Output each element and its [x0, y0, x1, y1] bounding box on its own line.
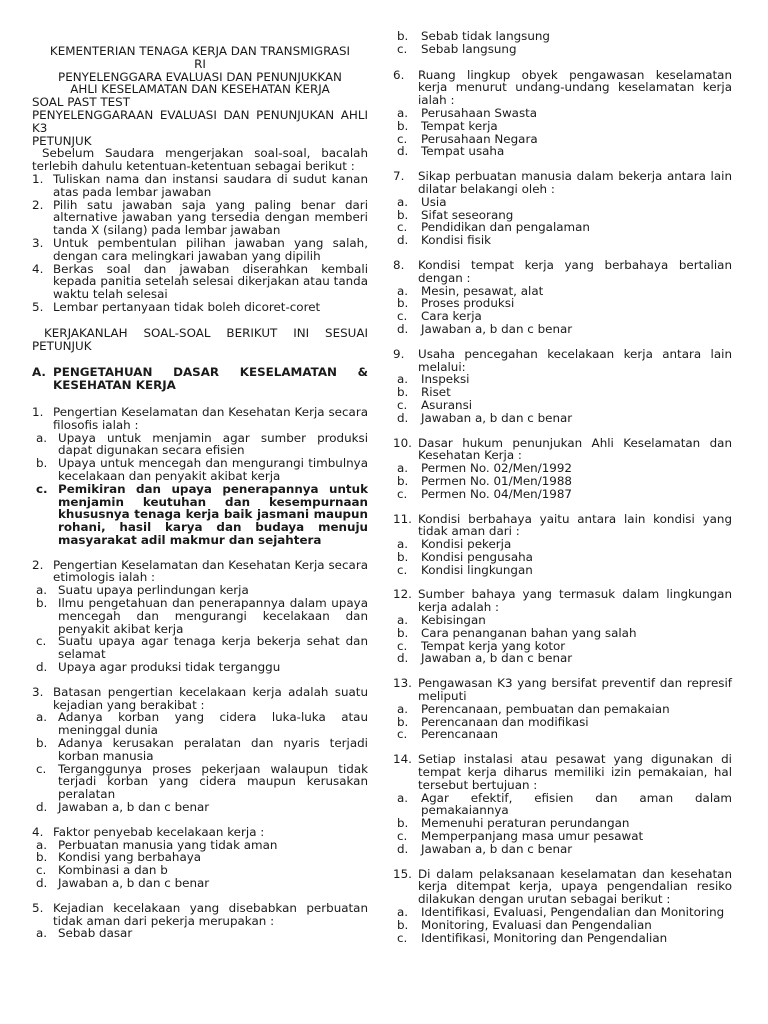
- option-letter: d.: [397, 651, 409, 666]
- option-letter: c.: [397, 930, 408, 945]
- option-text: Kombinasi a dan b: [58, 863, 168, 878]
- option-letter: b.: [397, 917, 409, 932]
- option-letter: b.: [397, 385, 409, 400]
- answer-option: [32, 801, 368, 814]
- answer-option: [32, 877, 368, 890]
- option-letter: d.: [36, 660, 48, 675]
- answer-option: [32, 661, 368, 674]
- option-text: Jawaban a, b dan c benar: [58, 800, 210, 815]
- option-text: Permen No. 04/Men/1987: [421, 486, 572, 501]
- answer-option: [393, 728, 732, 741]
- option-text: Jawaban a, b dan c benar: [58, 876, 210, 891]
- organizer-line-1: PENYELENGGARA EVALUASI DAN PENUNJUKKAN: [58, 69, 342, 84]
- option-text: Kondisi lingkungan: [421, 562, 533, 577]
- option-text: Kondisi fisik: [421, 233, 492, 248]
- question-item: [393, 259, 732, 336]
- option-letter: a.: [397, 905, 409, 920]
- instruction-item: [32, 263, 368, 301]
- option-text: Memperpanjang masa umur pesawat: [421, 829, 644, 844]
- option-text: Adanya kerusakan peralatan dan nyaris terjadi korban manusia: [58, 736, 368, 763]
- instruction-number: 1.: [32, 171, 44, 186]
- option-text: Sebab langsung: [421, 41, 517, 56]
- option-letter: a.: [397, 461, 409, 476]
- question-item: [393, 437, 732, 501]
- question-number: 12.: [393, 587, 412, 602]
- option-text: Perencanaan, pembuatan dan pemakaian: [421, 701, 670, 716]
- question-item: [32, 826, 368, 890]
- option-letter: a.: [36, 583, 48, 598]
- option-letter: b.: [397, 714, 409, 729]
- question-number: 8.: [393, 257, 405, 272]
- option-letter: b.: [397, 118, 409, 133]
- section-a-letter: A.: [32, 365, 46, 380]
- option-text: Identifikasi, Evaluasi, Pengendalian dan Monitoring: [421, 905, 725, 920]
- option-text: Jawaban a, b dan c benar: [421, 651, 573, 666]
- question-stem: [393, 259, 732, 285]
- option-text: Upaya agar produksi tidak terganggu: [58, 660, 281, 675]
- question-text: Setiap instalasi atau pesawat yang digunakan di tempat kerja diharus memiliki izin pemakaian, hal tersebut bertujuan :: [418, 752, 732, 792]
- answer-option: [393, 932, 732, 945]
- option-letter: c.: [397, 397, 408, 412]
- option-text: Terganggunya proses pekerjaan walaupun tidak terjadi korban yang cidera maupun kerusakan peralatan: [58, 761, 368, 802]
- question-stem: [393, 868, 732, 906]
- option-letter: b.: [397, 625, 409, 640]
- option-letter: c.: [397, 41, 408, 56]
- question-text: Pengawasan K3 yang bersifat preventif dan represif meliputi: [418, 676, 732, 704]
- option-letter: a.: [397, 283, 409, 298]
- question-list-right: [393, 69, 732, 945]
- question-item: [32, 406, 368, 547]
- question-number: 3.: [32, 684, 44, 699]
- answer-option: [393, 234, 732, 247]
- option-letter: b.: [397, 29, 409, 43]
- right-column: [393, 0, 732, 944]
- option-text: Asuransi: [421, 397, 473, 412]
- option-letter: d.: [36, 876, 48, 891]
- question-number: 14.: [393, 752, 412, 767]
- question-text: Di dalam pelaksanaan keselamatan dan kesehatan kerja ditempat kerja, upaya pengendalian resiko dilakukan dengan urutan sebagai berikut :: [418, 866, 732, 907]
- question-number: 5.: [32, 900, 44, 915]
- question-item: [393, 753, 732, 855]
- option-letter: c.: [397, 562, 408, 577]
- answer-option: [32, 597, 368, 635]
- instruction-text: Lembar pertanyaan tidak boleh dicoret-coret: [53, 299, 321, 314]
- option-text: Mesin, pesawat, alat: [421, 283, 544, 298]
- option-letter: b.: [36, 596, 48, 611]
- instruction-item: [32, 301, 368, 314]
- question-stem: [393, 513, 732, 539]
- instruction-item: [32, 199, 368, 237]
- option-letter: c.: [397, 220, 408, 235]
- question-list-left: [32, 406, 368, 940]
- option-text: Sebab tidak langsung: [421, 29, 550, 43]
- question-item: [393, 588, 732, 665]
- option-text: Adanya korban yang cidera luka-luka atau meninggal dunia: [58, 710, 368, 738]
- option-text: Suatu upaya perlindungan kerja: [58, 583, 249, 598]
- option-text: Permen No. 02/Men/1992: [421, 461, 572, 476]
- option-letter: d.: [36, 800, 48, 815]
- program-title: PENYELENGGARAAN EVALUASI DAN PENUNJUKAN AHLI K3: [32, 107, 368, 135]
- instruction-number: 3.: [32, 235, 44, 250]
- option-letter: c.: [36, 481, 48, 496]
- question-stem: [393, 170, 732, 196]
- question-stem: [32, 406, 368, 432]
- option-text: Tempat usaha: [421, 144, 505, 159]
- option-text: Kondisi pengusaha: [421, 549, 533, 564]
- answer-option: [393, 412, 732, 425]
- question-number: 4.: [32, 824, 44, 839]
- option-text: Tempat kerja yang kotor: [421, 638, 566, 653]
- instruction-text: Untuk pembentulan pilihan jawaban yang salah, dengan cara melingkari jawaban yang dipilih: [53, 235, 368, 263]
- option-letter: d.: [397, 410, 409, 425]
- question-stem: [393, 69, 732, 107]
- option-letter: b.: [36, 736, 48, 751]
- option-text: Pendidikan dan pengalaman: [421, 220, 590, 235]
- question-number: 11.: [393, 511, 412, 526]
- option-letter: c.: [36, 761, 47, 776]
- question-number: 7.: [393, 169, 405, 184]
- answer-option: [393, 564, 732, 577]
- question-text: Faktor penyebab kecelakaan kerja :: [53, 824, 265, 839]
- option-text: Sebab dasar: [58, 926, 133, 941]
- question-text: Batasan pengertian kecelakaan kerja adalah suatu kejadian yang berakibat :: [53, 684, 368, 712]
- question-stem: [393, 437, 732, 463]
- section-a-heading: [32, 366, 368, 392]
- question-number: 1.: [32, 404, 44, 419]
- organizer-line-2: AHLI KESELAMATAN DAN KESEHATAN KERJA: [70, 82, 330, 97]
- option-letter: b.: [397, 473, 409, 488]
- question-item: [32, 559, 368, 674]
- ministry-line-1: KEMENTERIAN TENAGA KERJA DAN TRANSMIGRASI: [49, 44, 351, 58]
- question-text: Kondisi tempat kerja yang berbahaya bertalian dengan :: [418, 257, 732, 285]
- option-text: Kondisi pekerja: [421, 537, 512, 552]
- question-item: [393, 69, 732, 159]
- answer-option: [393, 843, 732, 856]
- ministry-title: [32, 45, 368, 96]
- option-letter: a.: [36, 837, 48, 852]
- question-text: Usaha pencegahan kecelakaan kerja antara lain melalui:: [418, 346, 732, 374]
- instruction-number: 4.: [32, 261, 44, 276]
- option-text: Sifat seseorang: [421, 207, 514, 222]
- option-letter: c.: [397, 486, 408, 501]
- question-text: Sikap perbuatan manusia dalam bekerja antara lain dilatar belakangi oleh :: [418, 169, 732, 196]
- option-letter: a.: [397, 537, 409, 552]
- answer-option: [32, 635, 368, 661]
- question-5-continued: [393, 30, 732, 56]
- option-letter: c.: [36, 634, 47, 649]
- instruction-text: Pilih satu jawaban saja yang paling benar dari alternative jawaban yang tersedia dengan memberi tanda X (silang) pada lembar jawaban: [53, 197, 368, 238]
- option-text: Memenuhi peraturan perundangan: [421, 816, 630, 831]
- option-text: Jawaban a, b dan c benar: [421, 321, 573, 336]
- option-letter: b.: [397, 816, 409, 831]
- option-letter: c.: [397, 131, 408, 146]
- option-text: Agar efektif, efisien dan aman dalam pemakaiannya: [421, 790, 732, 818]
- option-text: Tempat kerja: [421, 118, 498, 133]
- question-stem: [32, 559, 368, 585]
- answer-option: [393, 145, 732, 158]
- question-stem: [393, 348, 732, 374]
- answer-option: [393, 652, 732, 665]
- answer-option: [393, 488, 732, 501]
- option-letter: a.: [397, 613, 409, 628]
- question-item: [393, 513, 732, 577]
- petunjuk-heading: PETUNJUK: [32, 133, 92, 148]
- question-stem: [32, 902, 368, 928]
- answer-option: [393, 792, 732, 818]
- option-text: Riset: [421, 385, 451, 400]
- question-item: [393, 868, 732, 945]
- instruction-text: Berkas soal dan jawaban diserahkan kembali kepada panitia setelah selesai dikerjakan atau tanda waktu telah selesai: [53, 261, 368, 302]
- answer-option: [32, 483, 368, 547]
- option-letter: a.: [36, 710, 48, 725]
- option-text: Kondisi yang berbahaya: [58, 850, 202, 865]
- option-text: Suatu upaya agar tenaga kerja bekerja sehat dan selamat: [58, 634, 368, 662]
- question-stem: [393, 753, 732, 791]
- option-letter: d.: [397, 841, 409, 856]
- question-number: 13.: [393, 676, 412, 691]
- question-text: Ruang lingkup obyek pengawasan keselamatan kerja menurut undang-undang keselamatan kerja ialah :: [418, 67, 732, 108]
- question-number: 6.: [393, 67, 405, 82]
- left-column: [32, 0, 368, 940]
- instruction-item: [32, 173, 368, 199]
- option-letter: a.: [397, 790, 409, 805]
- question-text: Dasar hukum penunjukan Ahli Keselamatan dan Kesehatan Kerja :: [418, 435, 732, 463]
- option-letter: b.: [397, 549, 409, 564]
- option-text: Jawaban a, b dan c benar: [421, 841, 573, 856]
- option-letter: c.: [397, 727, 408, 742]
- option-letter: d.: [397, 321, 409, 336]
- instruction-item: [32, 237, 368, 263]
- option-letter: d.: [397, 144, 409, 159]
- option-text: Perusahaan Swasta: [421, 105, 538, 120]
- question-text: Pengertian Keselamatan dan Kesehatan Kerja secara filosofis ialah :: [53, 404, 368, 432]
- option-letter: a.: [397, 105, 409, 120]
- option-letter: b.: [36, 850, 48, 865]
- answer-option: [32, 432, 368, 458]
- option-text: Perencanaan: [421, 727, 499, 742]
- option-letter: d.: [397, 233, 409, 248]
- option-letter: a.: [397, 372, 409, 387]
- question-item: [32, 686, 368, 814]
- question-number: 9.: [393, 346, 405, 361]
- option-text: Kebisingan: [421, 613, 486, 628]
- question-stem: [393, 588, 732, 614]
- option-text: Perencanaan dan modifikasi: [421, 714, 589, 729]
- instruction-text: Tuliskan nama dan instansi saudara di sudut kanan atas pada lembar jawaban: [53, 171, 368, 199]
- intro-paragraph: Sebelum Saudara mengerjakan soal-soal, bacalah terlebih dahulu ketentuan-ketentuan sebagai berikut :: [32, 146, 368, 174]
- option-text: Proses produksi: [421, 296, 515, 311]
- option-text: Ilmu pengetahuan dan penerapannya dalam upaya mencegah dan mengurangi kecelakaan dan penyakit akibat kerja: [58, 596, 368, 636]
- question-text: Kejadian kecelakaan yang disebabkan perbuatan tidak aman dari pekerja merupakan :: [53, 900, 368, 928]
- answer-option: [32, 737, 368, 763]
- question-number: 15.: [393, 866, 412, 881]
- work-instruction: KERJAKANLAH SOAL-SOAL BERIKUT INI SESUAI PETUNJUK: [32, 325, 368, 353]
- question-item: [32, 902, 368, 940]
- question-number: 10.: [393, 435, 412, 450]
- question-item: [393, 170, 732, 247]
- answer-option: [32, 763, 368, 801]
- option-text: Cara kerja: [421, 309, 482, 324]
- answer-option: [32, 457, 368, 483]
- option-text: Upaya untuk mencegah dan mengurangi timbulnya kecelakaan dan penyakit akibat kerja: [58, 456, 368, 483]
- instruction-list: [32, 173, 368, 314]
- option-letter: a.: [36, 926, 48, 941]
- question-stem: [393, 677, 732, 703]
- option-text: Perusahaan Negara: [421, 131, 538, 146]
- option-text: Monitoring, Evaluasi dan Pengendalian: [421, 917, 652, 932]
- option-letter: c.: [36, 863, 47, 878]
- option-text: Identifikasi, Monitoring dan Pengendalian: [421, 930, 668, 945]
- instruction-number: 2.: [32, 197, 44, 212]
- option-letter: b.: [397, 296, 409, 311]
- soal-past-test-label: SOAL PAST TEST: [32, 95, 130, 110]
- answer-option: [393, 43, 732, 56]
- instruction-number: 5.: [32, 299, 44, 314]
- question-stem: [32, 686, 368, 712]
- option-letter: c.: [397, 309, 408, 324]
- answer-option: [393, 323, 732, 336]
- question-text: Sumber bahaya yang termasuk dalam lingkungan kerja adalah :: [418, 587, 732, 615]
- option-text: Perbuatan manusia yang tidak aman: [58, 837, 278, 852]
- option-letter: c.: [397, 638, 408, 653]
- option-text: Jawaban a, b dan c benar: [421, 410, 573, 425]
- option-letter: c.: [397, 829, 408, 844]
- option-letter: a.: [397, 701, 409, 716]
- question-text: Pengertian Keselamatan dan Kesehatan Kerja secara etimologis ialah :: [53, 557, 368, 585]
- section-a-title: PENGETAHUAN DASAR KESELAMATAN & KESEHATAN KERJA: [53, 365, 368, 393]
- option-text: Permen No. 01/Men/1988: [421, 473, 572, 488]
- question-text: Kondisi berbahaya yaitu antara lain kondisi yang tidak aman dari :: [418, 511, 732, 539]
- option-text: Usia: [421, 194, 447, 209]
- option-text: Pemikiran dan upaya penerapannya untuk menjamin keutuhan dan kesempurnaan khususnya tenaga kerja baik jasmani maupun rohani, hasil karya dan budaya menuju masyarakat adil makmur dan sejahtera: [58, 481, 368, 547]
- answer-option: [32, 927, 368, 940]
- option-letter: b.: [397, 207, 409, 222]
- option-letter: b.: [36, 456, 48, 471]
- option-text: Inspeksi: [421, 372, 470, 387]
- option-letter: a.: [36, 430, 48, 445]
- option-text: Cara penanganan bahan yang salah: [421, 625, 637, 640]
- question-item: [393, 348, 732, 425]
- option-letter: a.: [397, 194, 409, 209]
- answer-option: [32, 711, 368, 737]
- ministry-line-2: RI: [194, 56, 206, 71]
- question-number: 2.: [32, 557, 44, 572]
- question-item: [393, 677, 732, 741]
- option-text: Upaya untuk menjamin agar sumber produksi dapat digunakan secara efisien: [58, 430, 368, 458]
